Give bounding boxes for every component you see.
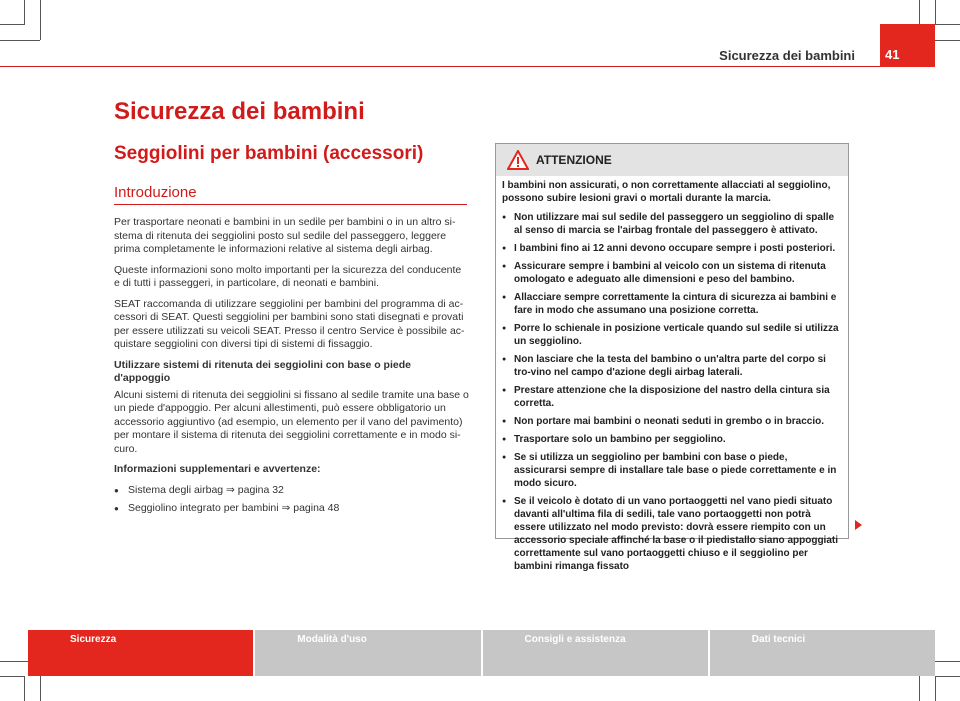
warning-item (502, 384, 840, 410)
crop-mark (0, 40, 40, 41)
bullet-icon: ● (502, 436, 507, 443)
paragraph: Per trasportare neonati e bambini in un sedile per bambini o in un altro si-stema di ritenuta dei seggiolini posto sul sedile del passeggero, leggere prima completamente le informazioni relative al sistema degli airbag. (114, 216, 456, 255)
warning-title: ATTENZIONE (536, 153, 612, 167)
crop-mark (935, 0, 936, 25)
crop-mark (935, 676, 936, 701)
crop-mark (0, 676, 25, 677)
warning-item (502, 322, 840, 348)
warning-box (495, 143, 849, 572)
tab-sicurezza[interactable]: Sicurezza (28, 630, 253, 676)
crop-mark (24, 676, 25, 701)
inline-heading: Informazioni supplementari e avvertenze: (114, 463, 321, 475)
tab-consigli-assistenza[interactable]: Consigli e assistenza (483, 630, 708, 676)
bullet-icon: ● (502, 418, 507, 425)
header-rule (0, 66, 880, 67)
warning-triangle-icon (507, 150, 529, 170)
crop-mark (935, 24, 960, 25)
tab-modalita-uso[interactable]: Modalità d'uso (255, 630, 480, 676)
bullet-icon: ● (502, 294, 507, 301)
list-item (114, 502, 469, 516)
warning-item-text: I bambini fino ai 12 anni devono occupare sempre i posti posteriori. (514, 243, 836, 254)
subsection-heading: Introduzione (114, 184, 197, 201)
bullet-icon: ● (502, 263, 507, 270)
warning-item-text: Se si utilizza un seggiolino per bambini con base o piede, assicurarsi sempre di installare tale base o piede correttamente e in modo sicuro. (514, 452, 837, 489)
bullet-icon: ● (114, 504, 119, 513)
continue-arrow-icon (855, 520, 862, 530)
paragraph: Queste informazioni sono molto importanti per la sicurezza del conducente e di tutti i passeggeri, in particolare, di neonati e bambini. (114, 263, 462, 289)
crop-mark (0, 24, 25, 25)
heading-rule (114, 204, 467, 205)
warning-item-text: Non portare mai bambini o neonati seduti in grembo o in braccio. (514, 416, 825, 427)
warning-intro: I bambini non assicurati, o non correttamente allacciati al seggiolino, possono subire lesioni gravi o mortali durante la marcia. (502, 180, 831, 204)
warning-item (502, 451, 840, 490)
bullet-icon: ● (502, 214, 507, 221)
section-title: Seggiolini per bambini (accessori) (114, 143, 424, 164)
warning-item (502, 353, 840, 379)
warning-item-text: Assicurare sempre i bambini al veicolo con un sistema di ritenuta omologato e adeguato alle dimensioni e peso del bambino. (514, 261, 826, 285)
warning-item (502, 211, 840, 237)
warning-item-text: Non lasciare che la testa del bambino o un'altra parte del corpo si tro-vino nel campo d'azione degli airbag laterali. (514, 354, 826, 378)
warning-header (496, 144, 848, 176)
bullet-icon: ● (502, 387, 507, 394)
crop-mark (24, 0, 25, 25)
crop-mark (935, 676, 960, 677)
bullet-icon: ● (502, 325, 507, 332)
warning-item-text: Porre lo schienale in posizione verticale quando sul sedile si utilizza un seggiolino. (514, 323, 839, 347)
running-header: Sicurezza dei bambini (719, 48, 855, 63)
warning-item-text: Allacciare sempre correttamente la cintura di sicurezza ai bambini e fare in modo che assumano una posizione corretta. (514, 292, 837, 316)
warning-item-text: Se il veicolo è dotato di un vano portaoggetti nel vano piedi situato davanti all'ultima fila di sedili, tale vano portaoggetti non potrà essere utilizzato nel modo previsto: dovrà essere riempito con un accessorio speciale affinché la base o il piedistallo siano appoggiati correttamente sul vano portaoggetti chiuso e il seggiolino per bambini rimanga fissato (514, 496, 838, 572)
warning-item-text: Non utilizzare mai sul sedile del passeggero un seggiolino di spalle al senso di marcia se l'airbag frontale del passeggero è attivato. (514, 212, 835, 236)
warning-item-text: Prestare attenzione che la disposizione del nastro della cintura sia corretta. (514, 385, 830, 409)
tab-dati-tecnici[interactable]: Dati tecnici (710, 630, 935, 676)
bullet-icon: ● (502, 498, 507, 505)
warning-item (502, 242, 840, 255)
page-number: 41 (880, 24, 935, 67)
page-title: Sicurezza dei bambini (114, 98, 365, 125)
warning-item (502, 433, 840, 446)
warning-item (502, 415, 840, 428)
footer-nav (28, 630, 935, 676)
inline-heading: Utilizzare sistemi di ritenuta dei seggiolini con base o piede d'appoggio (114, 358, 411, 384)
warning-item (502, 291, 840, 317)
paragraph: Alcuni sistemi di ritenuta dei seggiolini si fissano al sedile tramite una base o un piede d'appoggio. Per alcuni allestimenti, può essere obbligatorio un accessorio aggiuntivo (ad esempio, un elemento per il vano del pavimento) per montare il sistema di ritenuta dei seggiolini correttamente e in modo si-curo. (114, 388, 469, 455)
bullet-icon: ● (502, 245, 507, 252)
left-column (114, 216, 469, 521)
warning-item-text: Trasportare solo un bambino per seggiolino. (514, 434, 726, 445)
cross-reference-link[interactable]: Sistema degli airbag ⇒ pagina 32 (128, 483, 284, 496)
bullet-icon: ● (114, 485, 119, 495)
paragraph: SEAT raccomanda di utilizzare seggiolini per bambini del programma di ac-cessori di SEAT. Questi seggiolini per bambini sono stati disegnati e provati per essere utilizzati su veicoli SEAT. Presso il centro Service è possibile ac-quistare seggiolini con diversi tipi di sistemi di fissaggio. (114, 297, 465, 350)
cross-reference-link[interactable]: Seggiolino integrato per bambini ⇒ pagina 48 (128, 502, 340, 514)
bullet-icon: ● (502, 356, 507, 363)
warning-body (496, 176, 848, 573)
crop-mark (40, 0, 41, 40)
warning-item (502, 495, 840, 573)
list-item (114, 484, 469, 498)
warning-item (502, 260, 840, 286)
bullet-icon: ● (502, 454, 507, 461)
